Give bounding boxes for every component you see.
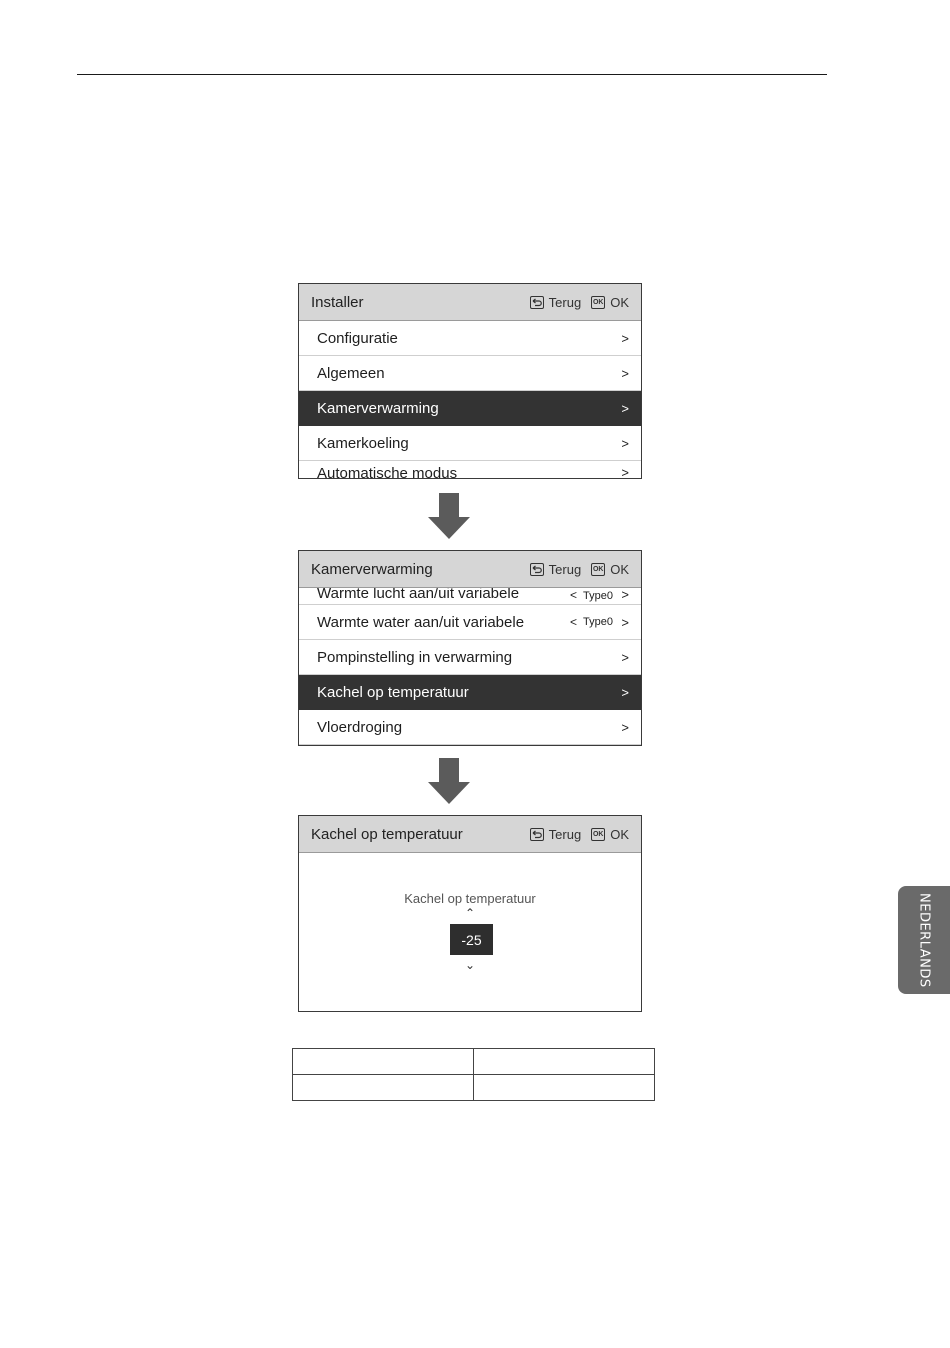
top-rule — [77, 74, 827, 75]
table-row — [293, 1049, 655, 1075]
menu-item-label: Vloerdroging — [317, 718, 403, 736]
language-tab — [898, 886, 950, 994]
chevron-up-icon[interactable]: ⌃ — [464, 906, 476, 920]
chevron-right-icon: > — [621, 435, 629, 451]
menu-item-configuratie[interactable] — [299, 321, 641, 356]
chevron-right-icon: > — [621, 614, 629, 630]
kachel-op-temperatuur-screen — [298, 815, 642, 1012]
menu-item-algemeen[interactable] — [299, 356, 641, 391]
setting-body — [299, 853, 641, 1011]
back-button[interactable] — [530, 562, 582, 577]
menu-item-automatische-modus[interactable] — [299, 461, 641, 479]
ok-label: OK — [610, 561, 629, 577]
chevron-right-icon: > — [621, 465, 629, 479]
ok-icon: OK — [591, 296, 605, 309]
table-cell — [293, 1075, 474, 1101]
menu-item-kachel-op-temperatuur[interactable] — [299, 675, 641, 710]
ok-button[interactable] — [591, 827, 629, 842]
down-arrow-icon — [428, 493, 470, 539]
item-value: Type0 — [583, 616, 613, 628]
chevron-right-icon: > — [621, 365, 629, 381]
return-arrow-icon — [530, 563, 544, 576]
ok-label: OK — [610, 294, 629, 310]
ok-button[interactable] — [591, 295, 629, 310]
back-label: Terug — [548, 561, 582, 577]
ok-label: OK — [610, 826, 629, 842]
menu-item-label: Warmte water aan/uit variabele — [317, 613, 525, 631]
menu-item-label: Algemeen — [317, 364, 385, 382]
chevron-right-icon: > — [621, 719, 629, 735]
table-cell — [474, 1049, 655, 1075]
menu-item-label: Pompinstelling in verwarming — [317, 648, 513, 666]
chevron-left-icon: < — [570, 615, 578, 629]
ok-icon: OK — [591, 828, 605, 841]
screen-title: Kachel op temperatuur — [311, 825, 463, 843]
menu-item-kamerverwarming[interactable] — [299, 391, 641, 426]
table-cell — [474, 1075, 655, 1101]
back-label: Terug — [548, 294, 582, 310]
menu-item-label: Kamerverwarming — [317, 399, 439, 417]
menu-item-label: Automatische modus — [317, 465, 458, 479]
chevron-right-icon: > — [621, 649, 629, 665]
chevron-right-icon: > — [621, 330, 629, 346]
ok-button[interactable] — [591, 562, 629, 577]
chevron-right-icon: > — [621, 588, 629, 602]
back-label: Terug — [548, 826, 582, 842]
return-arrow-icon — [530, 296, 544, 309]
setting-label: Kachel op temperatuur — [404, 891, 536, 906]
screen-title: Kamerverwarming — [311, 560, 433, 578]
item-value: Type0 — [583, 590, 613, 602]
empty-table — [292, 1048, 655, 1101]
menu-item-warmte-water[interactable] — [299, 605, 641, 640]
kamerverwarming-screen — [298, 550, 642, 746]
installer-screen — [298, 283, 642, 479]
chevron-left-icon: < — [570, 588, 578, 602]
screen-title: Installer — [311, 293, 364, 311]
table-row — [293, 1075, 655, 1101]
chevron-down-icon[interactable]: ⌄ — [464, 958, 476, 972]
screen-header — [299, 816, 641, 853]
menu-item-label: Configuratie — [317, 329, 398, 347]
back-button[interactable] — [530, 827, 582, 842]
menu-item-pompinstelling[interactable] — [299, 640, 641, 675]
table-cell — [293, 1049, 474, 1075]
language-tab-label: NEDERLANDS — [916, 892, 932, 988]
setting-value[interactable]: -25 — [450, 924, 493, 955]
chevron-right-icon: > — [621, 400, 629, 416]
screen-header — [299, 551, 641, 588]
menu-item-label: Warmte lucht aan/uit variabele — [317, 588, 520, 602]
menu-item-label: Kachel op temperatuur — [317, 683, 469, 701]
menu-item-warmte-lucht[interactable] — [299, 588, 641, 605]
menu-item-vloerdroging[interactable] — [299, 710, 641, 745]
down-arrow-icon — [428, 758, 470, 804]
back-button[interactable] — [530, 295, 582, 310]
menu-item-label: Kamerkoeling — [317, 434, 409, 452]
menu-item-kamerkoeling[interactable] — [299, 426, 641, 461]
return-arrow-icon — [530, 828, 544, 841]
screen-header — [299, 284, 641, 321]
ok-icon: OK — [591, 563, 605, 576]
chevron-right-icon: > — [621, 684, 629, 700]
